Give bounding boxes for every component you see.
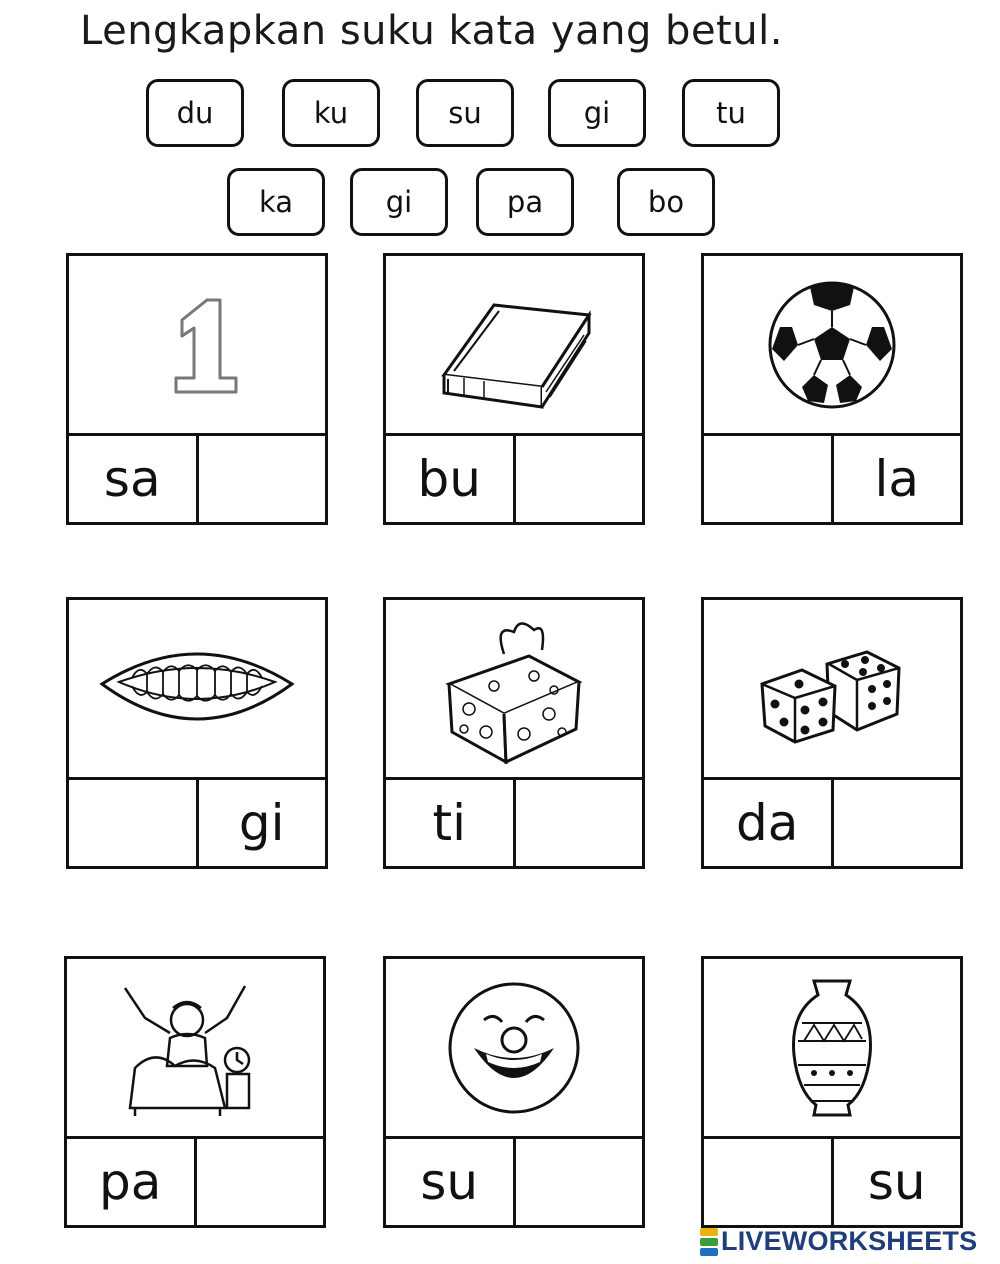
word-card bbox=[383, 253, 645, 525]
word-card bbox=[701, 597, 963, 869]
vase-icon bbox=[782, 973, 882, 1123]
liveworksheets-logo-icon bbox=[700, 1227, 718, 1257]
picture-area bbox=[386, 959, 642, 1139]
syllable-tile[interactable]: bo bbox=[617, 168, 715, 236]
answer-slot[interactable] bbox=[69, 780, 196, 866]
picture-area bbox=[704, 959, 960, 1139]
book-icon bbox=[424, 275, 604, 415]
brand-name: LIVEWORKSHEETS bbox=[721, 1226, 978, 1256]
brand-watermark bbox=[700, 1226, 977, 1257]
answer-slot[interactable] bbox=[196, 436, 326, 522]
syllable-given: bu bbox=[417, 450, 481, 508]
picture-area bbox=[704, 256, 960, 436]
answer-slot[interactable] bbox=[513, 1139, 643, 1225]
syllable-tile[interactable]: gi bbox=[350, 168, 448, 236]
answer-slot[interactable] bbox=[513, 780, 643, 866]
laughing-face-icon bbox=[444, 978, 584, 1118]
syllable-given: su bbox=[831, 1139, 961, 1225]
syllable-tile[interactable]: gi bbox=[548, 79, 646, 147]
syllable-given: la bbox=[831, 436, 961, 522]
picture-area bbox=[67, 959, 323, 1139]
answer-slot[interactable] bbox=[704, 436, 831, 522]
picture-area bbox=[386, 256, 642, 436]
page-title: Lengkapkan suku kata yang betul. bbox=[80, 8, 783, 54]
syllable-tile[interactable]: su bbox=[416, 79, 514, 147]
syllable-tile[interactable]: du bbox=[146, 79, 244, 147]
teeth-icon bbox=[97, 634, 297, 744]
word-card bbox=[64, 956, 326, 1228]
word-card bbox=[701, 956, 963, 1228]
picture-area bbox=[386, 600, 642, 780]
picture-area bbox=[704, 600, 960, 780]
syllable-given: gi bbox=[196, 780, 326, 866]
word-card bbox=[383, 956, 645, 1228]
picture-area bbox=[69, 600, 325, 780]
number-one-icon bbox=[152, 290, 242, 400]
tissue-box-icon bbox=[434, 614, 594, 764]
word-card bbox=[701, 253, 963, 525]
waking-up-icon bbox=[115, 978, 275, 1118]
answer-slot[interactable] bbox=[194, 1139, 324, 1225]
syllable-given: pa bbox=[99, 1153, 162, 1211]
dice-icon bbox=[757, 634, 907, 744]
soccer-ball-icon bbox=[762, 275, 902, 415]
word-card bbox=[66, 597, 328, 869]
syllable-given: su bbox=[420, 1153, 479, 1211]
answer-slot[interactable] bbox=[704, 1139, 831, 1225]
syllable-tile[interactable]: pa bbox=[476, 168, 574, 236]
answer-slot[interactable] bbox=[831, 780, 961, 866]
syllable-tile[interactable]: ku bbox=[282, 79, 380, 147]
syllable-given: ti bbox=[432, 794, 466, 852]
syllable-tile[interactable]: ka bbox=[227, 168, 325, 236]
word-card bbox=[66, 253, 328, 525]
syllable-given: sa bbox=[103, 450, 161, 508]
syllable-tile[interactable]: tu bbox=[682, 79, 780, 147]
picture-area bbox=[69, 256, 325, 436]
answer-slot[interactable] bbox=[513, 436, 643, 522]
word-card bbox=[383, 597, 645, 869]
syllable-given: da bbox=[736, 794, 799, 852]
